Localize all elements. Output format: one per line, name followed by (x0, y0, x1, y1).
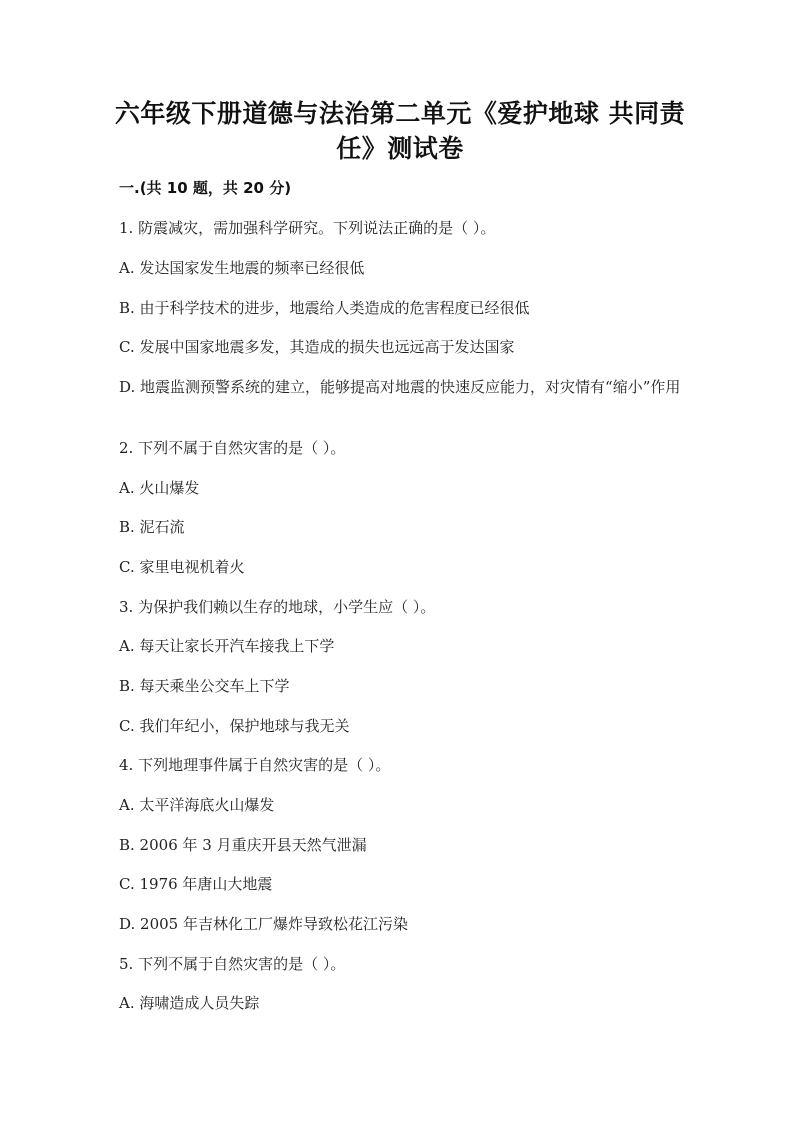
question-option: D. 地震监测预警系统的建立，能够提高对地震的快速反应能力，对灾情有“缩小”作用 (119, 378, 681, 396)
question-option: B. 由于科学技术的进步，地震给人类造成的危害程度已经很低 (119, 299, 530, 317)
question-option: A. 海啸造成人员失踪 (119, 994, 260, 1012)
question-option: C. 发展中国家地震多发，其造成的损失也远远高于发达国家 (119, 338, 515, 356)
question-option: A. 发达国家发生地震的频率已经很低 (119, 259, 365, 277)
question-option: C. 1976 年唐山大地震 (119, 875, 273, 893)
question-option: C. 我们年纪小，保护地球与我无关 (119, 717, 350, 735)
question-stem: 2. 下列不属于自然灾害的是（ ）。 (119, 439, 346, 457)
question-option: D. 2005 年吉林化工厂爆炸导致松花江污染 (119, 915, 408, 933)
question-option: A. 火山爆发 (119, 479, 200, 497)
question-option: C. 家里电视机着火 (119, 558, 245, 576)
question-stem: 3. 为保护我们赖以生存的地球，小学生应（ ）。 (119, 598, 436, 616)
question-stem: 1. 防震减灾，需加强科学研究。下列说法正确的是（ ）。 (119, 219, 496, 237)
question-option: B. 2006 年 3 月重庆开县天然气泄漏 (119, 836, 367, 854)
question-stem: 5. 下列不属于自然灾害的是（ ）。 (119, 955, 346, 973)
question-option: B. 每天乘坐公交车上下学 (119, 677, 290, 695)
question-stem: 4. 下列地理事件属于自然灾害的是（ ）。 (119, 756, 391, 774)
question-option: A. 太平洋海底火山爆发 (119, 796, 275, 814)
question-option: B. 泥石流 (119, 518, 185, 536)
section-heading: 一.(共 10 题，共 20 分) (119, 179, 292, 197)
document-title: 六年级下册道德与法治第二单元《爱护地球 共同责任》测试卷 (114, 99, 686, 163)
question-option: A. 每天让家长开汽车接我上下学 (119, 637, 335, 655)
